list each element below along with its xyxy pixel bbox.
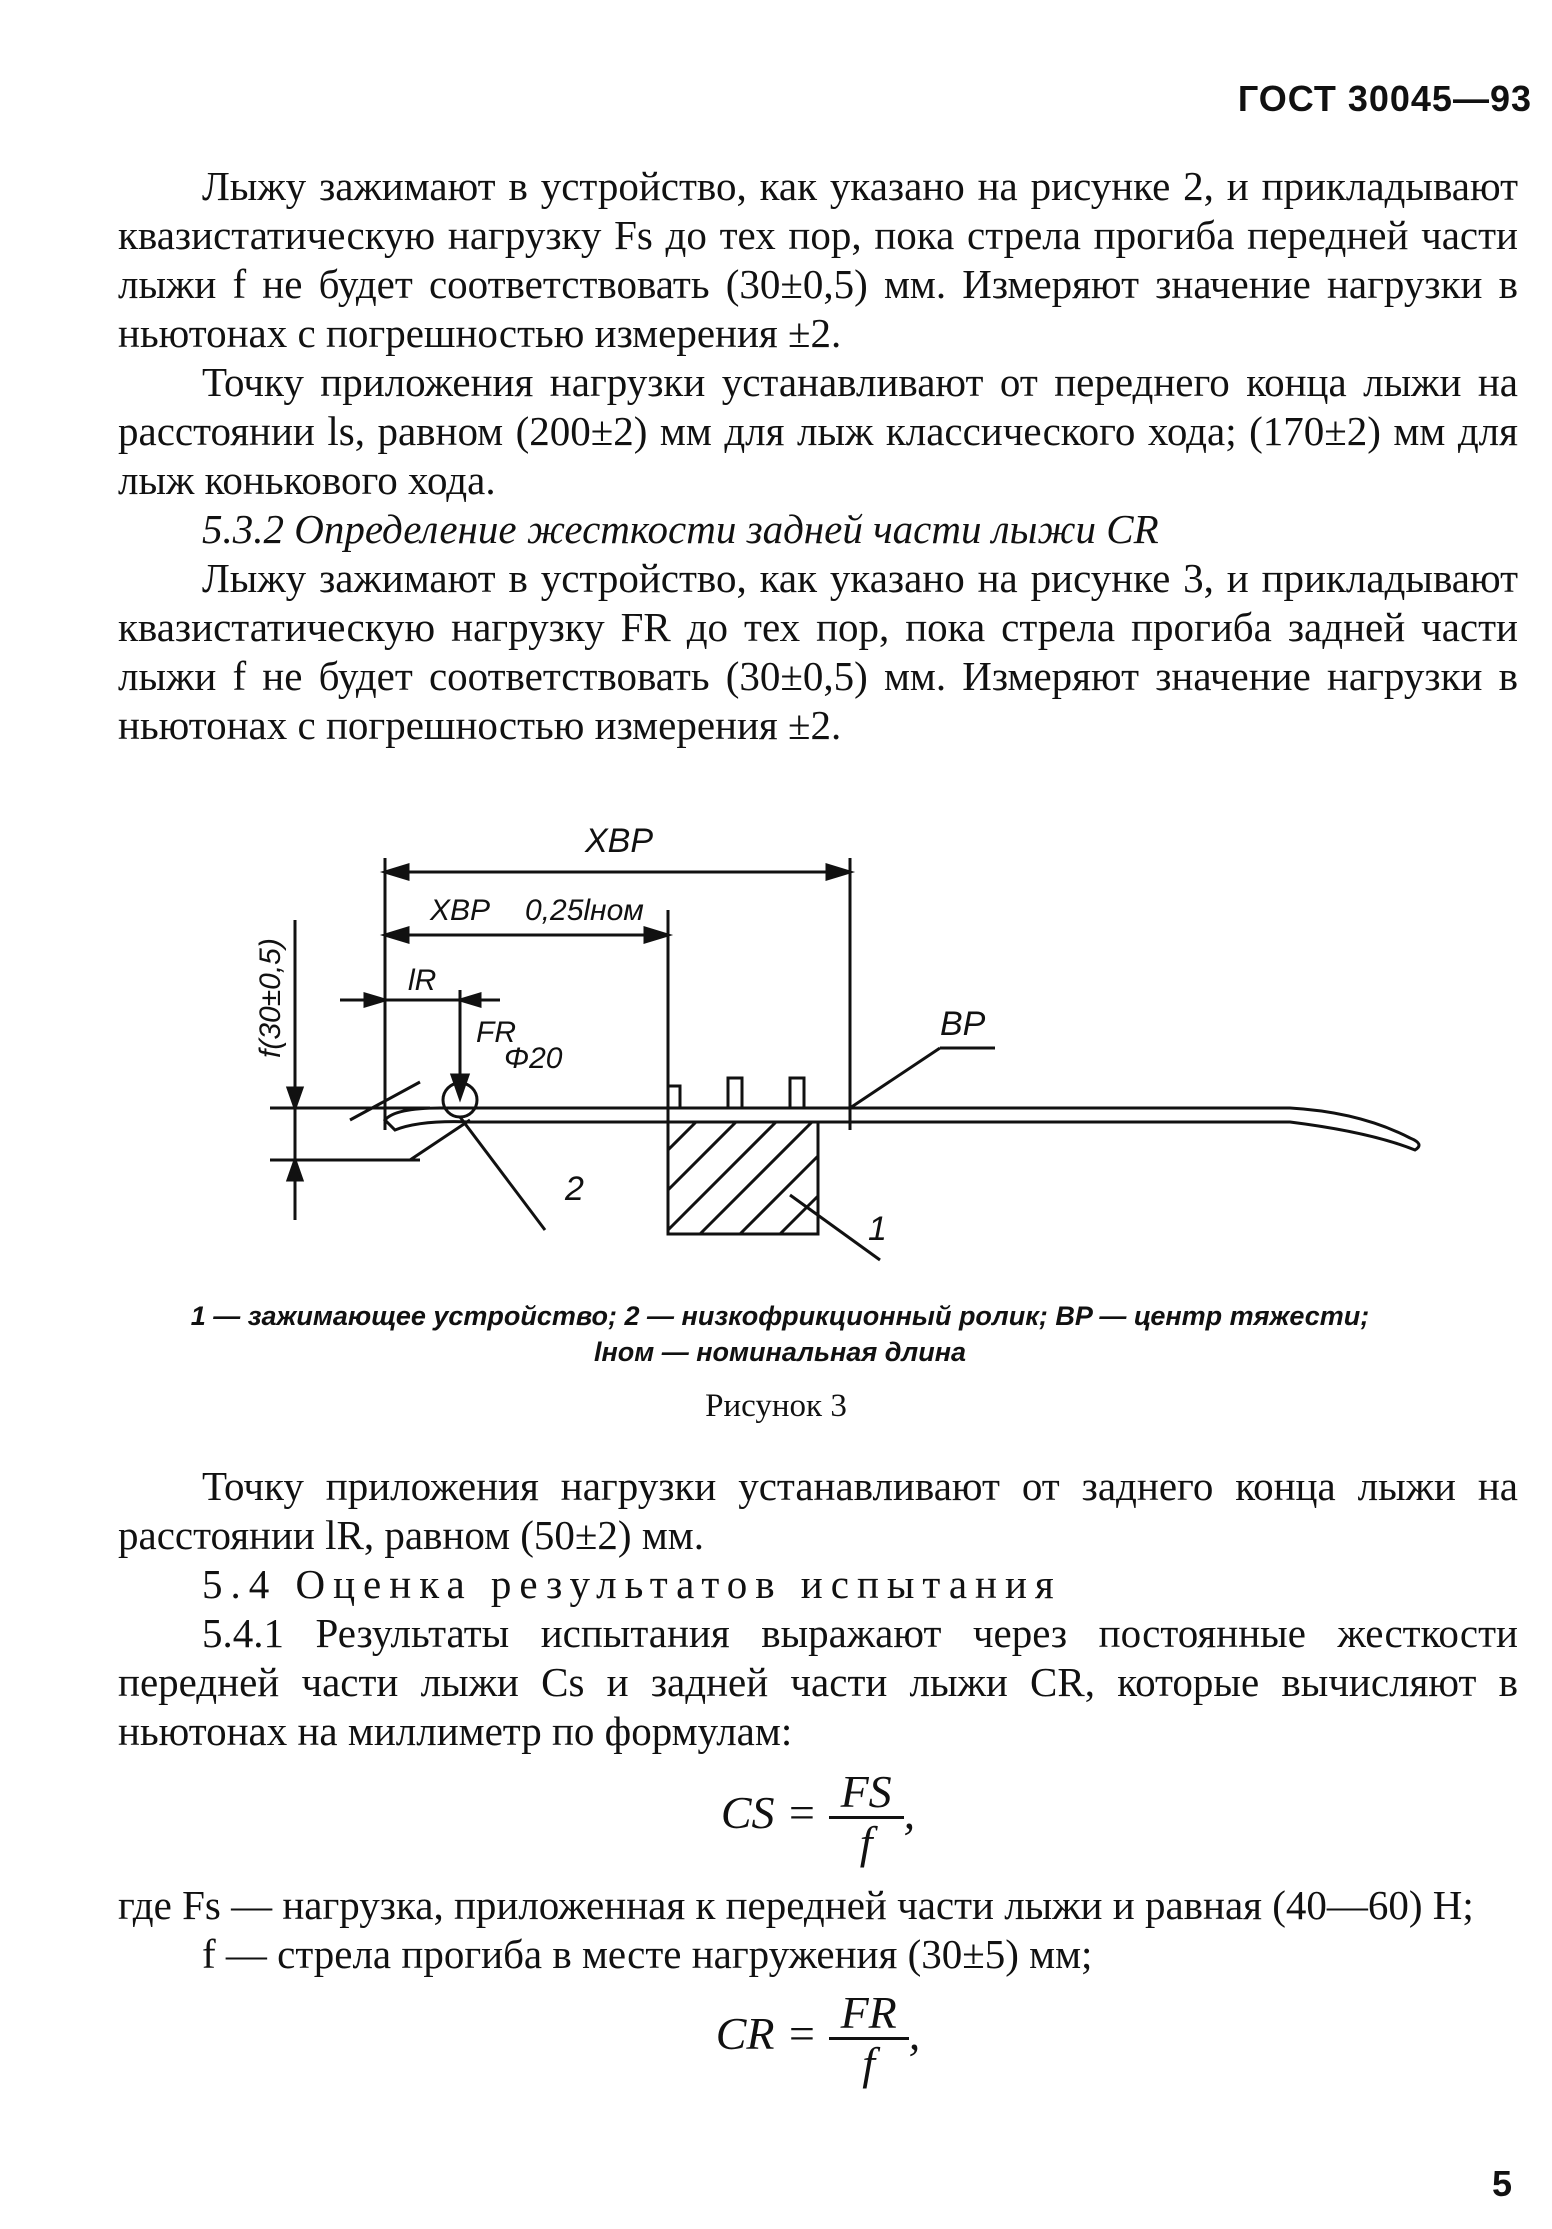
paragraph-4: Точку приложения нагрузки устанавливают от заднего конца лыжи на расстоянии lR, равном (50±2) мм. xyxy=(118,1463,1518,1558)
formula-cs xyxy=(118,1768,1518,1867)
label-f-range: f(30±0,5) xyxy=(254,938,287,1058)
paragraph-2: Точку приложения нагрузки устанавливают от переднего конца лыжи на расстоянии ls, равном (200±2) мм для лыж классического хода; (170±2) мм для лыж конькового хода. xyxy=(118,359,1518,503)
where-fs: где Fs — нагрузка, приложенная к передней части лыжи и равная (40—60) Н; xyxy=(118,1882,1474,1928)
top-text-block xyxy=(118,162,1518,750)
figure-caption: Рисунок 3 xyxy=(705,1388,847,1424)
formula-cs-lhs: CS = xyxy=(720,1787,818,1839)
formula-cr-lhs: CR = xyxy=(715,2008,818,2060)
figure-3-diagram xyxy=(0,820,1552,1300)
formula-cs-numerator: FS xyxy=(829,1768,904,1819)
label-fr: FR xyxy=(476,1016,516,1049)
page-header: ГОСТ 30045—93 xyxy=(1237,78,1532,119)
formula-cs-denominator: f xyxy=(859,1817,873,1868)
paragraph-3: Лыжу зажимают в устройство, как указано на рисунке 3, и прикладывают квазистатическую нагрузку FR до тех пор, пока стрела прогиба задней части лыжи f не будет соответствовать (30±0,5) мм. Измеряют значение нагрузки в ньютонах с погрешностью измерения ±2. xyxy=(118,555,1518,748)
paragraph-1: Лыжу зажимают в устройство, как указано на рисунке 2, и прикладывают квазистатическую нагрузку Fs до тех пор, пока стрела прогиба передней части лыжи f не будет соответствовать (30±0,5) мм. Измеряют значение нагрузки в ньютонах с погрешностью измерения ±2. xyxy=(118,163,1518,356)
formula-cr-fraction xyxy=(829,1989,909,2088)
label-xbp-inner: XBP xyxy=(430,894,491,927)
page-number: 5 xyxy=(1491,2163,1512,2204)
bottom-text-block xyxy=(118,1462,1518,2088)
formula-cs-tail: , xyxy=(903,1787,916,1839)
paragraph-5: 5.4.1 Результаты испытания выражают через постоянные жесткости передней части лыжи Cs и задней части лыжи CR, которые вычисляют в ньютонах на миллиметр по формулам: xyxy=(118,1610,1518,1754)
formula-cr-denominator: f xyxy=(862,2038,876,2089)
formula-cr-numerator: FR xyxy=(829,1989,909,2040)
legend-line-2: lном — номинальная длина xyxy=(593,1337,967,1367)
figure-legend xyxy=(90,1298,1470,1370)
formula-cr xyxy=(118,1989,1518,2088)
label-lr: lR xyxy=(408,964,437,997)
formula-cr-tail: , xyxy=(908,2008,921,2060)
label-num-2: 2 xyxy=(565,1170,584,1208)
formula-cs-fraction xyxy=(829,1768,904,1867)
legend-line-1: 1 — зажимающее устройство; 2 — низкофрикционный ролик; BP — центр тяжести; xyxy=(190,1301,1370,1331)
section-5-4-heading: 5.4 Оценка результатов испытания xyxy=(202,1561,1062,1607)
label-num-1: 1 xyxy=(868,1210,887,1248)
label-bp: BP xyxy=(940,1005,986,1043)
where-f: f — стрела прогиба в месте нагружения (30±5) мм; xyxy=(202,1931,1093,1977)
label-frac: 0,25lном xyxy=(525,894,644,927)
section-5-3-2-heading: 5.3.2 Определение жесткости задней части лыжи CR xyxy=(202,506,1159,552)
label-xbp-top: XBP xyxy=(585,822,654,860)
label-phi: Φ20 xyxy=(504,1042,563,1075)
